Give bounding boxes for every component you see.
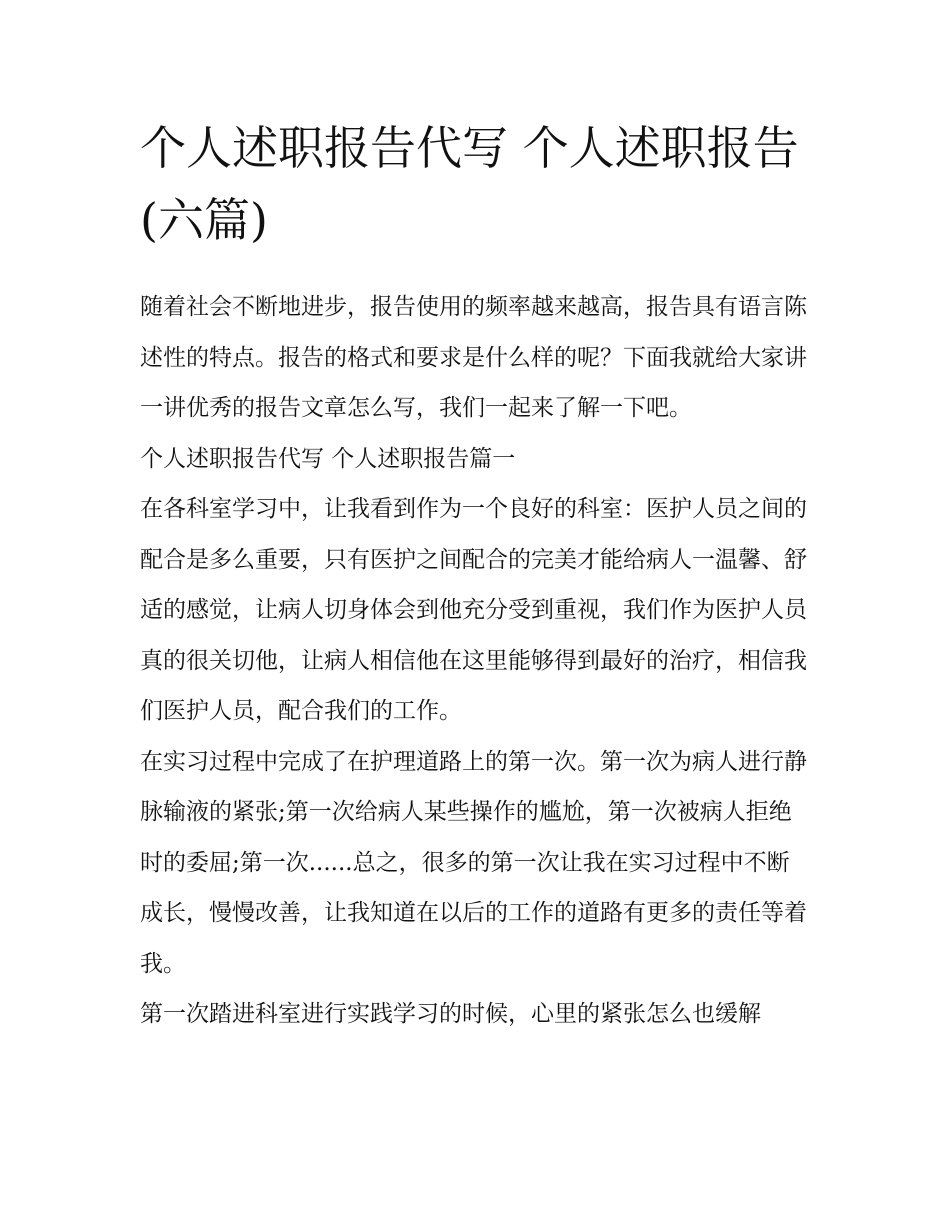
section-heading: 个人述职报告代写 个人述职报告篇一 — [140, 445, 516, 472]
intro-paragraph: 随着社会不断地进步，报告使用的频率越来越高，报告具有语言陈述性的特点。报告的格式和要求是什么样的呢？下面我就给大家讲一讲优秀的报告文章怎么写，我们一起来了解一下吧。 — [140, 294, 807, 421]
page-title: 个人述职报告代写 个人述职报告(六篇) — [140, 121, 799, 247]
body-paragraph: 在各科室学习中，让我看到作为一个良好的科室：医护人员之间的配合是多么重要，只有医护之间配合的完美才能给病人一温馨、舒适的感觉，让病人切身体会到他充分受到重视，我们作为医护人员真的很关切他，让病人相信他在这里能够得到最好的治疗，相信我们医护人员，配合我们的工作。 — [140, 496, 807, 724]
body-paragraph: 在实习过程中完成了在护理道路上的第一次。第一次为病人进行静脉输液的紧张;第一次给病人某些操作的尴尬，第一次被病人拒绝时的委屈;第一次......总之，很多的第一次让我在实习过程中不断成长，慢慢改善，让我知道在以后的工作的道路有更多的责任等着我。 — [140, 748, 807, 977]
body-paragraph: 第一次踏进科室进行实践学习的时候，心里的紧张怎么也缓解 — [140, 1001, 761, 1027]
document-body — [140, 282, 812, 1040]
